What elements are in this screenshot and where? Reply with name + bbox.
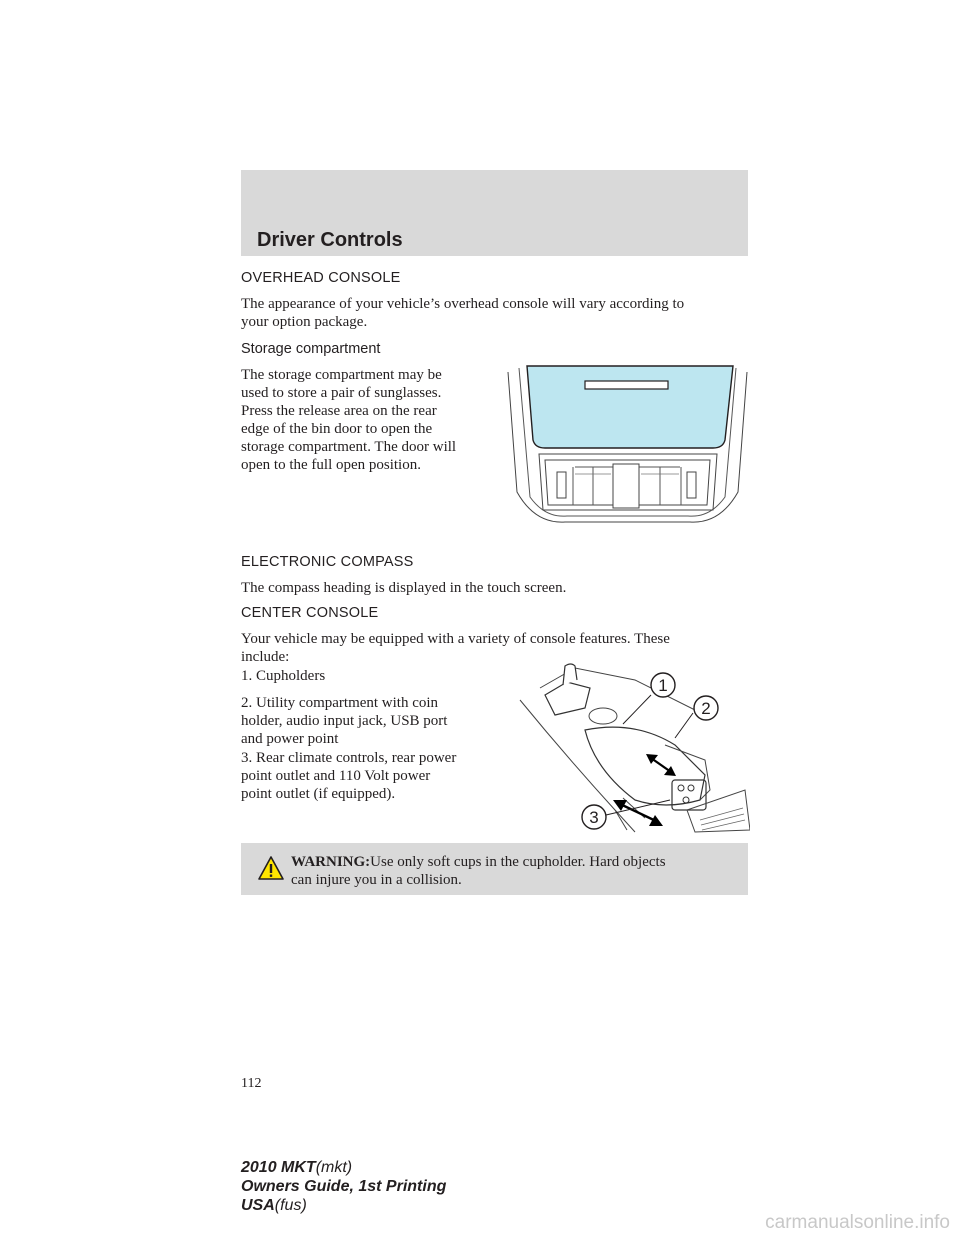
storage-compartment-text [241,366,456,474]
storage-line: The storage compartment may be [241,367,442,383]
overhead-console-heading: OVERHEAD CONSOLE [241,270,401,286]
center-item-cupholders: 1. Cupholders [241,668,326,684]
double-arrow-icon [618,803,658,822]
electronic-compass-text: The compass heading is displayed in the touch screen. [241,580,567,596]
section-title: Driver Controls [257,229,403,251]
rear-climate-line: point outlet and 110 Volt power [241,768,431,784]
utility-line: 2. Utility compartment with coin [241,695,439,711]
center-console-heading: CENTER CONSOLE [241,605,379,621]
release-area [585,381,668,389]
center-item-utility [241,694,447,748]
page-number: 112 [241,1076,262,1091]
storage-line: used to store a pair of sunglasses. [241,385,442,401]
footer-model-code: (mkt) [315,1159,353,1176]
overhead-console-illustration [505,362,750,527]
center-intro-line: include: [241,649,290,665]
utility-line: and power point [241,731,339,747]
rear-climate-line: point outlet (if equipped). [241,786,396,802]
overhead-intro [241,295,684,331]
watermark: carmanualsonline.info [765,1212,950,1233]
footer-model: 2010 MKT [241,1159,316,1176]
center-console-illustration [515,660,750,835]
overhead-intro-line: The appearance of your vehicle’s overhead console will vary according to [241,296,685,312]
warning-line: Use only soft cups in the cupholder. Hard objects [370,854,666,870]
gear-shifter-icon [545,682,590,715]
warning-text [291,853,731,889]
center-intro-line: Your vehicle may be equipped with a variety of console features. These [241,631,670,647]
rear-climate-line: 3. Rear climate controls, rear power [241,750,457,766]
section-header [241,170,748,256]
callout-2-label: 2 [701,699,711,718]
storage-line: Press the release area on the rear [241,403,437,419]
storage-line: storage compartment. The door will [241,439,457,455]
storage-compartment-heading: Storage compartment [241,341,381,357]
center-item-rear-climate [241,749,456,803]
callout-1-label: 1 [658,676,668,695]
storage-line: edge of the bin door to open the [241,421,433,437]
warning-line: can injure you in a collision. [291,872,462,888]
utility-line: holder, audio input jack, USB port [241,713,448,729]
warning-triangle-icon [257,855,285,881]
warning-box [241,843,748,895]
overhead-intro-line: your option package. [241,314,368,330]
footer-market-code: (fus) [274,1197,307,1214]
footer-market: USA [241,1197,275,1214]
print-footer [241,1158,446,1215]
callout-3-label: 3 [589,808,599,827]
storage-bin-door [527,366,733,448]
footer-printing: Owners Guide, 1st Printing [241,1178,447,1195]
electronic-compass-heading: ELECTRONIC COMPASS [241,554,414,570]
warning-label: WARNING: [291,854,371,870]
storage-line: open to the full open position. [241,457,421,473]
